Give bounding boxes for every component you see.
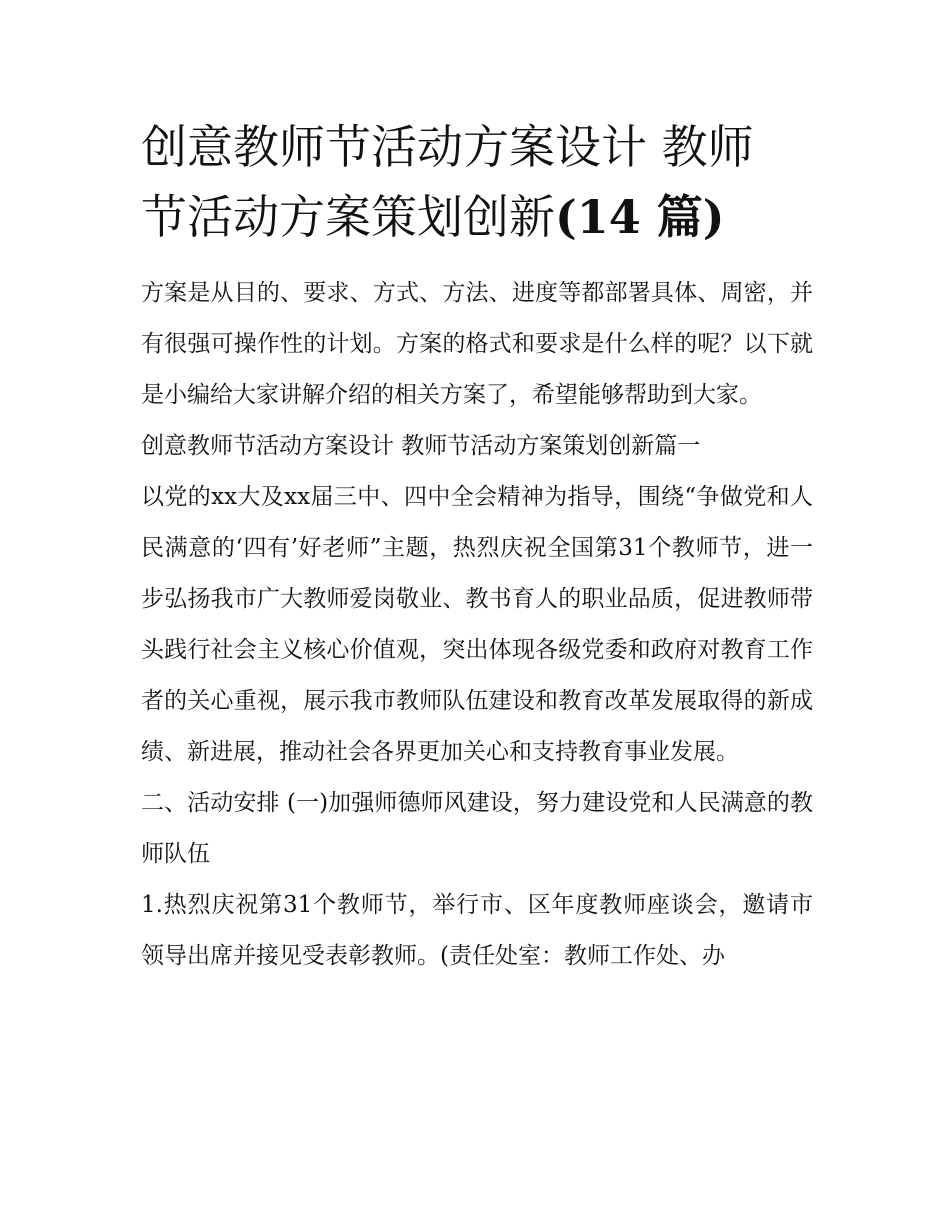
document-body xyxy=(141,112,813,982)
title-line-2: 节活动方案策划创新 xyxy=(141,190,555,244)
guiding-paragraph: 以党的xx大及xx届三中、四中全会精神为指导，围绕“争做党和人民满意的‘四有’好老师”主题，热烈庆祝全国第31个教师节，进一步弘扬我市广大教师爱岗敬业、教书育人的职业品质，促进教师带头践行社会主义核心价值观，突出体现各级党委和政府对教育工作者的关心重视，展示我市教师队伍建设和教育改革发展取得的新成绩、新进展，推动社会各界更加关心和支持教育事业发展。 xyxy=(141,484,813,765)
activity-item-1: 1.热烈庆祝第31个教师节，举行市、区年度教师座谈会，邀请市领导出席并接见受表彰教师。(责任处室：教师工作处、办 xyxy=(141,892,813,969)
activity-arrangement: 二、活动安排 (一)加强师德师风建设，努力建设党和人民满意的教师队伍 xyxy=(141,790,813,867)
title-count: (14 篇) xyxy=(555,190,725,244)
section-heading: 创意教师节活动方案设计 教师节活动方案策划创新篇一 xyxy=(141,433,701,459)
document-title xyxy=(141,112,813,252)
intro-paragraph: 方案是从目的、要求、方式、方法、进度等都部署具体、周密，并有很强可操作性的计划。方案的格式和要求是什么样的呢？以下就是小编给大家讲解介绍的相关方案了，希望能够帮助到大家。 xyxy=(141,280,813,408)
title-line-1: 创意教师节活动方案设计 教师 xyxy=(141,120,754,174)
